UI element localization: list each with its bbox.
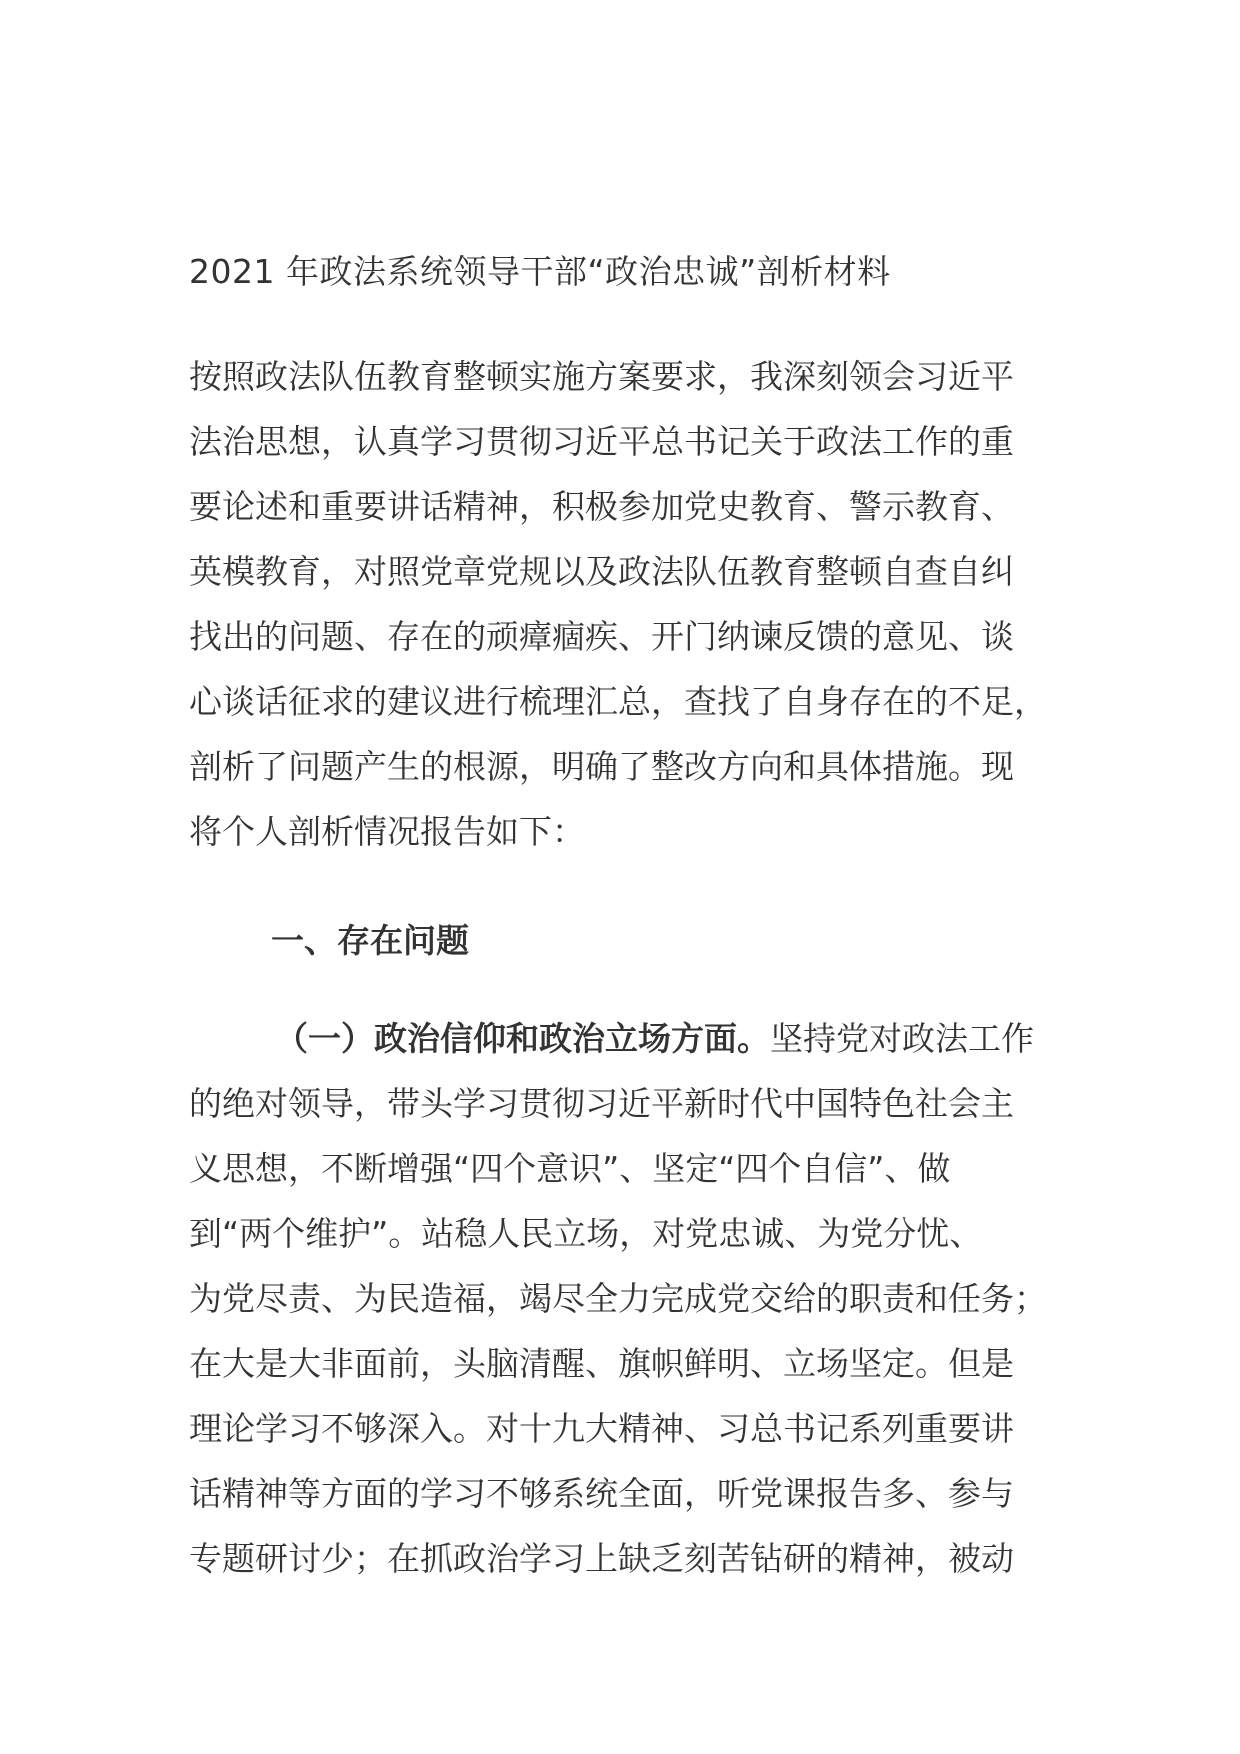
intro-line: 将个人剖析情况报告如下： bbox=[189, 812, 585, 851]
intro-line: 剖析了问题产生的根源，明确了整改方向和具体措施。现 bbox=[189, 747, 1014, 786]
body-line: 理论学习不够深入。对十九大精神、习总书记系列重要讲 bbox=[189, 1409, 1014, 1448]
section-heading: 一、存在问题 bbox=[271, 921, 469, 960]
body-line: 为党尽责、为民造福，竭尽全力完成党交给的职责和任务； bbox=[189, 1279, 1047, 1318]
intro-line: 心谈话征求的建议进行梳理汇总，查找了自身存在的不足， bbox=[189, 682, 1047, 721]
intro-line: 找出的问题、存在的顽瘴痼疾、开门纳谏反馈的意见、谈 bbox=[189, 617, 1014, 656]
body-line: 义思想，不断增强“四个意识”、坚定“四个自信”、做 bbox=[189, 1149, 951, 1188]
body-line: 的绝对领导，带头学习贯彻习近平新时代中国特色社会主 bbox=[189, 1084, 1014, 1123]
body-line: 到“两个维护”。站稳人民立场，对党忠诚、为党分忧、 bbox=[189, 1214, 983, 1253]
intro-line: 法治思想，认真学习贯彻习近平总书记关于政法工作的重 bbox=[189, 422, 1014, 461]
body-line: 话精神等方面的学习不够系统全面，听党课报告多、参与 bbox=[189, 1474, 1014, 1513]
subsection-lead: （一）政治信仰和政治立场方面。 bbox=[275, 1019, 770, 1058]
intro-line: 英模教育，对照党章党规以及政法队伍教育整顿自查自纠 bbox=[189, 552, 1014, 591]
subsection-first-line-text: 坚持党对政法工作 bbox=[770, 1019, 1034, 1058]
body-line: 在大是大非面前，头脑清醒、旗帜鲜明、立场坚定。但是 bbox=[189, 1344, 1014, 1383]
body-line: 专题研讨少；在抓政治学习上缺乏刻苦钻研的精神，被动 bbox=[189, 1539, 1014, 1578]
intro-line: 要论述和重要讲话精神，积极参加党史教育、警示教育、 bbox=[189, 487, 1014, 526]
subsection-first-line bbox=[275, 1015, 1034, 1063]
intro-line: 按照政法队伍教育整顿实施方案要求，我深刻领会习近平 bbox=[189, 357, 1014, 396]
document-title: 2021 年政法系统领导干部“政治忠诚”剖析材料 bbox=[189, 252, 891, 291]
